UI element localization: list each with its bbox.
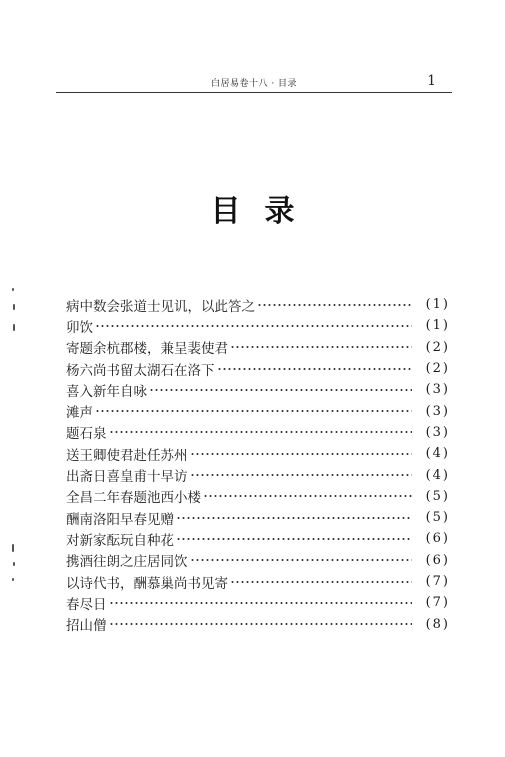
toc-entry-page: (3) (425, 403, 450, 419)
toc-entry-title: 卯饮 (66, 319, 93, 336)
toc-entry-page: (2) (425, 361, 450, 377)
toc-leader-dots (95, 409, 412, 413)
toc-entry-title: 招山僧 (66, 618, 107, 635)
binding-mark (13, 324, 15, 331)
toc-entry-title: 以诗代书，酬慕巢尚书见寄 (66, 575, 228, 592)
page-number: 1 (427, 73, 436, 89)
toc-entry-page: (6) (425, 552, 450, 568)
toc-entry-page: (5) (425, 510, 450, 526)
toc-entry-title: 携酒往朗之庄居同饮 (66, 554, 188, 571)
toc-entry-title: 题石泉 (66, 426, 107, 443)
toc-entry-page: (8) (425, 616, 450, 632)
binding-mark (12, 288, 14, 291)
toc-entry-title: 滩声 (66, 405, 93, 422)
toc-entry-title: 出斋日喜皇甫十早访 (66, 469, 188, 486)
toc-leader-dots (149, 388, 412, 392)
toc-entry[interactable] (66, 507, 450, 528)
toc-entry[interactable] (66, 613, 450, 634)
binding-mark (13, 304, 15, 310)
toc-entry[interactable] (66, 528, 450, 549)
toc-entry-page: (3) (425, 382, 450, 398)
toc-leader-dots (176, 516, 412, 520)
toc-entry-title: 对新家酝玩自种花 (66, 532, 174, 549)
toc-entry[interactable] (66, 294, 450, 315)
toc-leader-dots (176, 537, 412, 541)
toc-list (66, 294, 450, 635)
toc-leader-dots (230, 580, 412, 584)
running-title: 白居易卷十八 · 目录 (210, 79, 298, 89)
toc-entry-page: (4) (425, 446, 450, 462)
binding-mark (12, 544, 14, 552)
toc-entry-title: 酬南洛阳早春见赠 (66, 511, 174, 528)
toc-entry[interactable] (66, 443, 450, 464)
binding-marks (10, 288, 18, 588)
toc-entry-title: 送王卿使君赴任苏州 (66, 447, 188, 464)
toc-entry-title: 病中数会张道士见讥，以此答之 (66, 298, 255, 315)
toc-entry[interactable] (66, 379, 450, 400)
toc-entry-page: (7) (425, 574, 450, 589)
toc-leader-dots (109, 622, 413, 626)
toc-entry-page: (1) (425, 318, 450, 334)
toc-entry[interactable] (66, 464, 450, 485)
toc-entry[interactable] (66, 315, 450, 336)
toc-leader-dots (190, 473, 413, 477)
toc-leader-dots (190, 558, 413, 562)
toc-entry-page: (4) (425, 467, 450, 483)
toc-entry[interactable] (66, 486, 450, 507)
toc-entry-page: (2) (425, 339, 450, 355)
toc-leader-dots (203, 494, 412, 498)
toc-leader-dots (217, 367, 413, 371)
binding-mark (12, 578, 14, 581)
toc-entry-title: 杨六尚书留太湖石在洛下 (66, 362, 215, 379)
binding-mark (13, 562, 15, 566)
toc-leader-dots (95, 324, 412, 328)
toc-entry-title: 春尽日 (66, 596, 107, 613)
toc-heading: 目录 (210, 194, 319, 229)
toc-entry-page: (1) (425, 297, 450, 313)
toc-entry-page: (5) (425, 488, 450, 504)
toc-entry[interactable] (66, 337, 450, 358)
toc-entry[interactable] (66, 422, 450, 443)
toc-entry-page: (6) (425, 531, 450, 547)
toc-entry-page: (3) (425, 424, 450, 440)
toc-leader-dots (230, 345, 412, 349)
toc-entry[interactable] (66, 550, 450, 571)
toc-entry[interactable] (66, 571, 450, 592)
toc-leader-dots (190, 452, 413, 456)
toc-entry-title: 喜入新年自咏 (66, 383, 147, 400)
toc-entry[interactable] (66, 592, 450, 613)
toc-entry-title: 全昌二年春题池西小楼 (66, 490, 201, 507)
running-header (56, 73, 452, 93)
toc-leader-dots (109, 601, 413, 605)
toc-entry[interactable] (66, 400, 450, 421)
toc-entry[interactable] (66, 358, 450, 379)
toc-leader-dots (109, 430, 413, 434)
toc-entry-page: (7) (425, 595, 450, 611)
toc-entry-title: 寄题余杭郡楼，兼呈裴使君 (66, 341, 228, 358)
toc-leader-dots (257, 303, 412, 307)
